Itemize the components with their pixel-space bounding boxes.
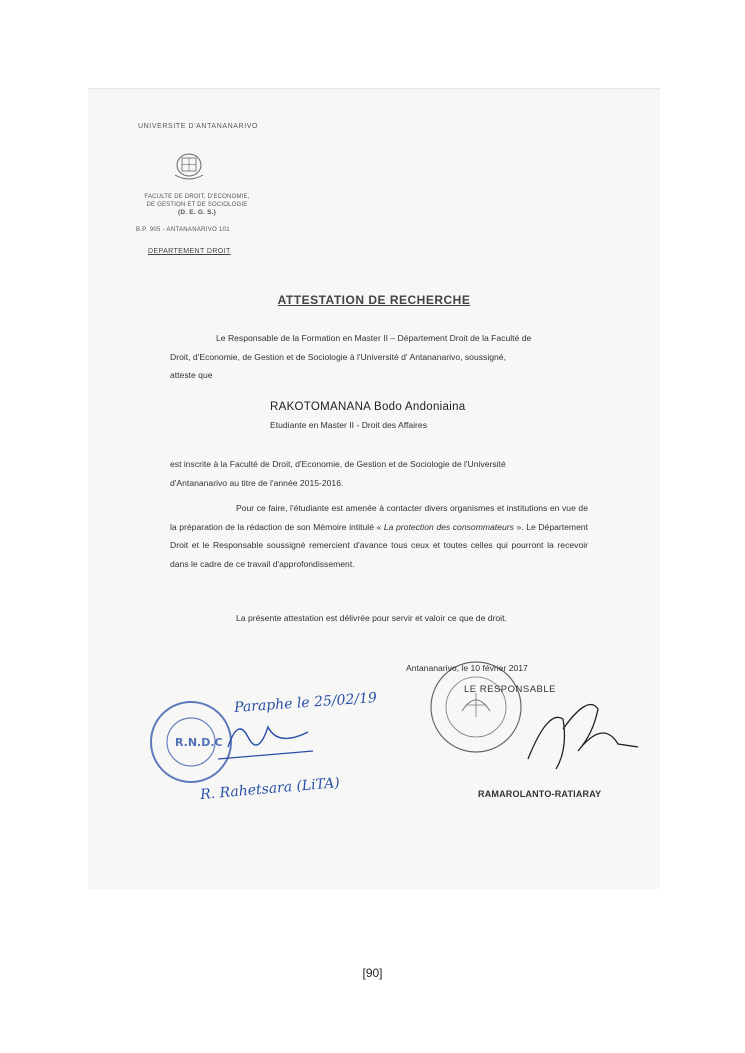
blue-initials [218,707,318,772]
document-title: ATTESTATION DE RECHERCHE [277,293,471,307]
purpose-paragraph [170,499,588,573]
department-name: DEPARTEMENT DROIT [148,248,231,255]
student-name: RAKOTOMANANA Bodo Andoniaina [270,401,466,413]
place-and-date: Antananarivo, le 10 février 2017 [406,663,528,673]
student-status: Etudiante en Master II - Droit des Affaires [270,420,427,430]
signatory-role: LE RESPONSABLE [464,684,557,695]
intro-paragraph [170,329,588,385]
intro-line-2: Droit, d'Economie, de Gestion et de Sociologie à l'Université d' Antananarivo, soussigné, [170,351,506,362]
signatory-name: RAMAROLANTO-RATIARAY [478,789,602,799]
enrollment-line-2: d'Antananarivo au titre de l'année 2015-2016. [170,477,344,488]
thesis-title: La protection des consommateurs [383,521,514,532]
closing-statement: La présente attestation est délivrée pour servir et valoir ce que de droit. [236,613,507,623]
enrollment-paragraph [170,455,588,492]
faculty-header [132,193,262,217]
purpose-text-end: ». Le Département Droit et le Responsable soussigné remercient d'avance tous ceux et toutes celles qui pourront la recevoir dans le cadre de ce travail d'approfondissement. [170,521,589,569]
faculty-abbreviation: (D. E. G. S.) [178,209,216,216]
postal-address: B.P. 905 - ANTANANARIVO 101 [136,227,230,233]
responsible-signature [508,689,648,784]
intro-line-3: atteste que [170,370,213,381]
faculty-line-1: FACULTE DE DROIT, D'ECONOMIE, [144,194,250,200]
intro-line-1: Le Responsable de la Formation en Master II – Département Droit de la Faculté de [216,333,532,343]
university-logo-icon [172,151,206,188]
handwritten-paraphe: Paraphe le 25/02/19 [233,690,378,716]
scanned-document [88,88,660,889]
purpose-text-start: Pour ce faire, l'étudiante est amenée à contacter divers organismes et institutions en vue de la préparation de la rédaction de son Mémoire intitulé « [170,503,588,532]
page-number: [90] [362,966,383,980]
svg-text:R.N.D.C: R.N.D.C [175,736,223,749]
faculty-line-2: DE GESTION ET DE SOCIOLOGIE [146,202,248,208]
university-header: UNIVERSITE D'ANTANANARIVO [138,123,259,130]
handwritten-name: R. Rahetsara (LiTA) [199,774,341,804]
enrollment-line-1: est inscrite à la Faculté de Droit, d'Economie, de Gestion et de Sociologie de l'Université [170,459,506,469]
